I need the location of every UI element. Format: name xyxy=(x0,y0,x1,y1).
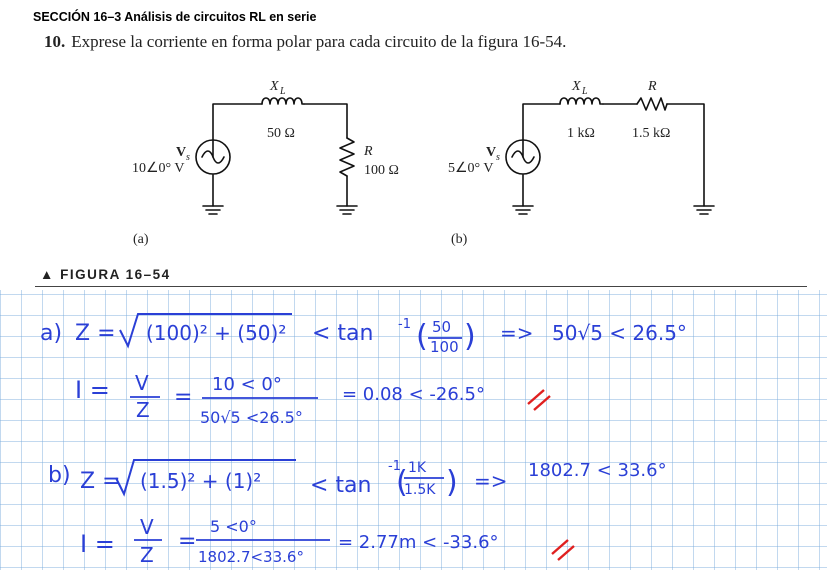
hw-b-angle: < tan xyxy=(310,473,372,498)
hw-a-paren-close: ) xyxy=(464,319,476,354)
handwritten-solution-a xyxy=(40,314,687,427)
hw-a-frac-num: 50 xyxy=(432,318,452,336)
circuit-a-vs-symbol: V xyxy=(176,145,187,160)
circuit-b-xl-value: 1 kΩ xyxy=(567,126,595,141)
circuit-a-vs-value: 10∠0° V xyxy=(132,161,185,176)
hw-b-frac-den: 1.5K xyxy=(404,482,436,498)
hw-a-i-num: 10 < 0° xyxy=(212,374,282,395)
hw-b-paren-open: ( xyxy=(396,465,408,500)
circuit-b-caption: (b) xyxy=(451,232,468,247)
hw-b-i-den: 1802.7<33.6° xyxy=(198,548,304,566)
hw-b-i-result: = 2.77m < -33.6° xyxy=(338,532,499,553)
hw-b-i-num: 5 <0° xyxy=(210,517,257,536)
hw-b-arrow: => xyxy=(474,469,508,493)
circuit-b-xl-symbol: X xyxy=(572,79,581,94)
resistor-a-zigzag xyxy=(340,138,354,176)
hw-b-i-lhs: I = xyxy=(80,530,115,558)
circuit-b-r-value: 1.5 kΩ xyxy=(632,126,671,141)
circuit-b-r-symbol: R xyxy=(648,79,657,94)
hw-b-v: V xyxy=(140,515,154,539)
hw-a-underline-mark xyxy=(528,390,550,410)
circuit-a-xl-symbol: X xyxy=(270,79,279,94)
hw-a-label: a) xyxy=(40,321,63,346)
ground-a-left xyxy=(203,206,223,214)
hw-a-i-lhs: I = xyxy=(75,376,110,404)
problem-number: 10. xyxy=(44,32,66,51)
inductor-b-coil xyxy=(560,98,603,104)
hw-a-frac-den: 100 xyxy=(430,338,459,356)
hw-a-z: Z xyxy=(136,398,150,422)
hw-b-frac-num: 1K xyxy=(408,460,427,476)
circuit-b-xl-sub: L xyxy=(582,86,588,97)
circuit-a-r-symbol: R xyxy=(364,144,373,159)
ground-b-left xyxy=(513,206,533,214)
hw-b-label: b) xyxy=(48,463,71,488)
hw-b-underline-mark xyxy=(552,540,574,560)
hw-a-result: 50√5 < 26.5° xyxy=(552,321,687,345)
circuit-a-vs-sub: s xyxy=(186,152,190,163)
hw-b-z-lhs: Z = xyxy=(80,469,121,494)
circuit-a-wire xyxy=(213,104,347,206)
figure-label: ▲ FIGURA 16–54 xyxy=(40,267,171,282)
hw-a-angle: < tan xyxy=(312,321,374,346)
circuit-a-r-value: 100 Ω xyxy=(364,163,399,178)
hw-b-eq: = xyxy=(178,529,197,554)
circuit-a-caption: (a) xyxy=(133,232,149,247)
hw-a-paren-open: ( xyxy=(416,319,428,354)
hw-b-paren-close: ) xyxy=(446,465,458,500)
hw-a-v: V xyxy=(135,371,149,395)
hw-b-z: Z xyxy=(140,543,154,567)
hw-a-z-radicand: (100)² + (50)² xyxy=(146,321,287,345)
hw-b-z-radicand: (1.5)² + (1)² xyxy=(140,469,262,493)
circuit-a-xl-sub: L xyxy=(280,86,286,97)
circuit-a-xl-value: 50 Ω xyxy=(267,126,295,141)
hw-a-z-lhs: Z = xyxy=(75,321,116,346)
hw-b-inverse: -1 xyxy=(388,459,401,474)
hw-a-inverse: -1 xyxy=(398,317,411,332)
ground-a-right xyxy=(337,206,357,214)
hw-b-result: 1802.7 < 33.6° xyxy=(528,460,667,481)
problem-text: Exprese la corriente en forma polar para cada circuito de la figura 16-54. xyxy=(71,32,567,51)
handwritten-solution-b xyxy=(48,459,667,567)
circuit-b-vs-sub: s xyxy=(496,152,500,163)
resistor-b-zigzag xyxy=(637,98,667,110)
circuit-b-vs-value: 5∠0° V xyxy=(448,161,494,176)
circuit-b-wire xyxy=(523,104,704,206)
hw-a-i-den: 50√5 <26.5° xyxy=(200,408,303,427)
hw-a-arrow: => xyxy=(500,321,534,345)
hw-a-eq: = xyxy=(174,385,193,410)
ground-b-right xyxy=(694,206,714,214)
circuit-b-vs-symbol: V xyxy=(486,145,497,160)
inductor-a-coil xyxy=(262,98,304,104)
hw-a-i-result: = 0.08 < -26.5° xyxy=(342,384,485,405)
section-title: SECCIÓN 16–3 Análisis de circuitos RL en serie xyxy=(33,10,317,24)
